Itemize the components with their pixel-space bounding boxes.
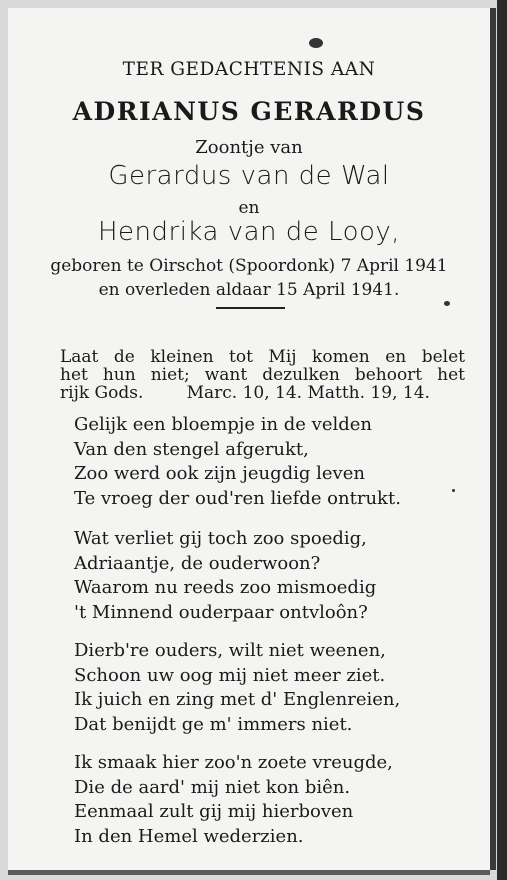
son-of-label: Zoontje van xyxy=(195,137,303,158)
deceased-name: ADRIANUS GERARDUS xyxy=(72,97,426,126)
memorial-card xyxy=(8,8,490,870)
death-line: en overleden aldaar 15 April 1941. xyxy=(98,280,400,300)
verse-stanza xyxy=(74,413,401,511)
verse-line: Die de aard' mij niet kon biên. xyxy=(74,776,351,798)
divider xyxy=(216,307,285,309)
verse-line: Zoo werd ook zijn jeugdig leven xyxy=(74,463,365,484)
verse-line: Waarom nu reeds zoo mismoedig xyxy=(74,577,377,598)
verse-line: Te vroeg der oud'ren liefde ontrukt. xyxy=(74,487,401,509)
verse-line: Dat benijdt ge m' immers niet. xyxy=(74,713,353,735)
verse-stanza xyxy=(74,639,400,737)
verse-stanza xyxy=(74,751,393,849)
father-name: Gerardus van de Wal xyxy=(108,161,390,191)
verse-line: Schoon uw oog mij niet meer ziet. xyxy=(74,664,386,686)
verse-line: Eenmaal zult gij mij hierboven xyxy=(74,801,354,822)
ink-spot xyxy=(452,489,455,492)
ink-spot xyxy=(309,38,323,48)
scripture-line: Laat de kleinen tot Mij komen en belet xyxy=(60,347,465,367)
verse-line: Dierb're ouders, wilt niet weenen, xyxy=(74,640,386,661)
verse-line: Ik juich en zing met d' Englenreien, xyxy=(74,689,401,710)
scripture-line: het hun niet; want dezulken behoort het xyxy=(60,365,465,385)
verse-line: Wat verliet gij toch zoo spoedig, xyxy=(74,528,367,549)
verse-line: Gelijk een bloempje in de velden xyxy=(74,414,373,435)
verse-stanza xyxy=(74,527,376,625)
verse-line: Ik smaak hier zoo'n zoete vreugde, xyxy=(74,752,393,773)
mother-name: Hendrika van de Looy, xyxy=(97,217,401,247)
scripture-line: rijk Gods. Marc. 10, 14. Matth. 19, 14. xyxy=(60,383,430,403)
card-edge-shadow xyxy=(497,0,507,880)
verse-line: 't Minnend ouderpaar ontvloôn? xyxy=(74,601,368,623)
ink-spot xyxy=(444,301,450,306)
birth-line: geboren te Oirschot (Spoordonk) 7 April 1941 xyxy=(50,256,448,276)
verse-line: Van den stengel afgerukt, xyxy=(74,438,309,460)
verse-line: In den Hemel wederzien. xyxy=(74,825,304,847)
verse-line: Adriaantje, de ouderwoon? xyxy=(74,552,321,574)
memorial-heading: TER GEDACHTENIS AAN xyxy=(122,59,376,80)
scripture-quote xyxy=(60,348,465,402)
and-label: en xyxy=(238,198,260,218)
